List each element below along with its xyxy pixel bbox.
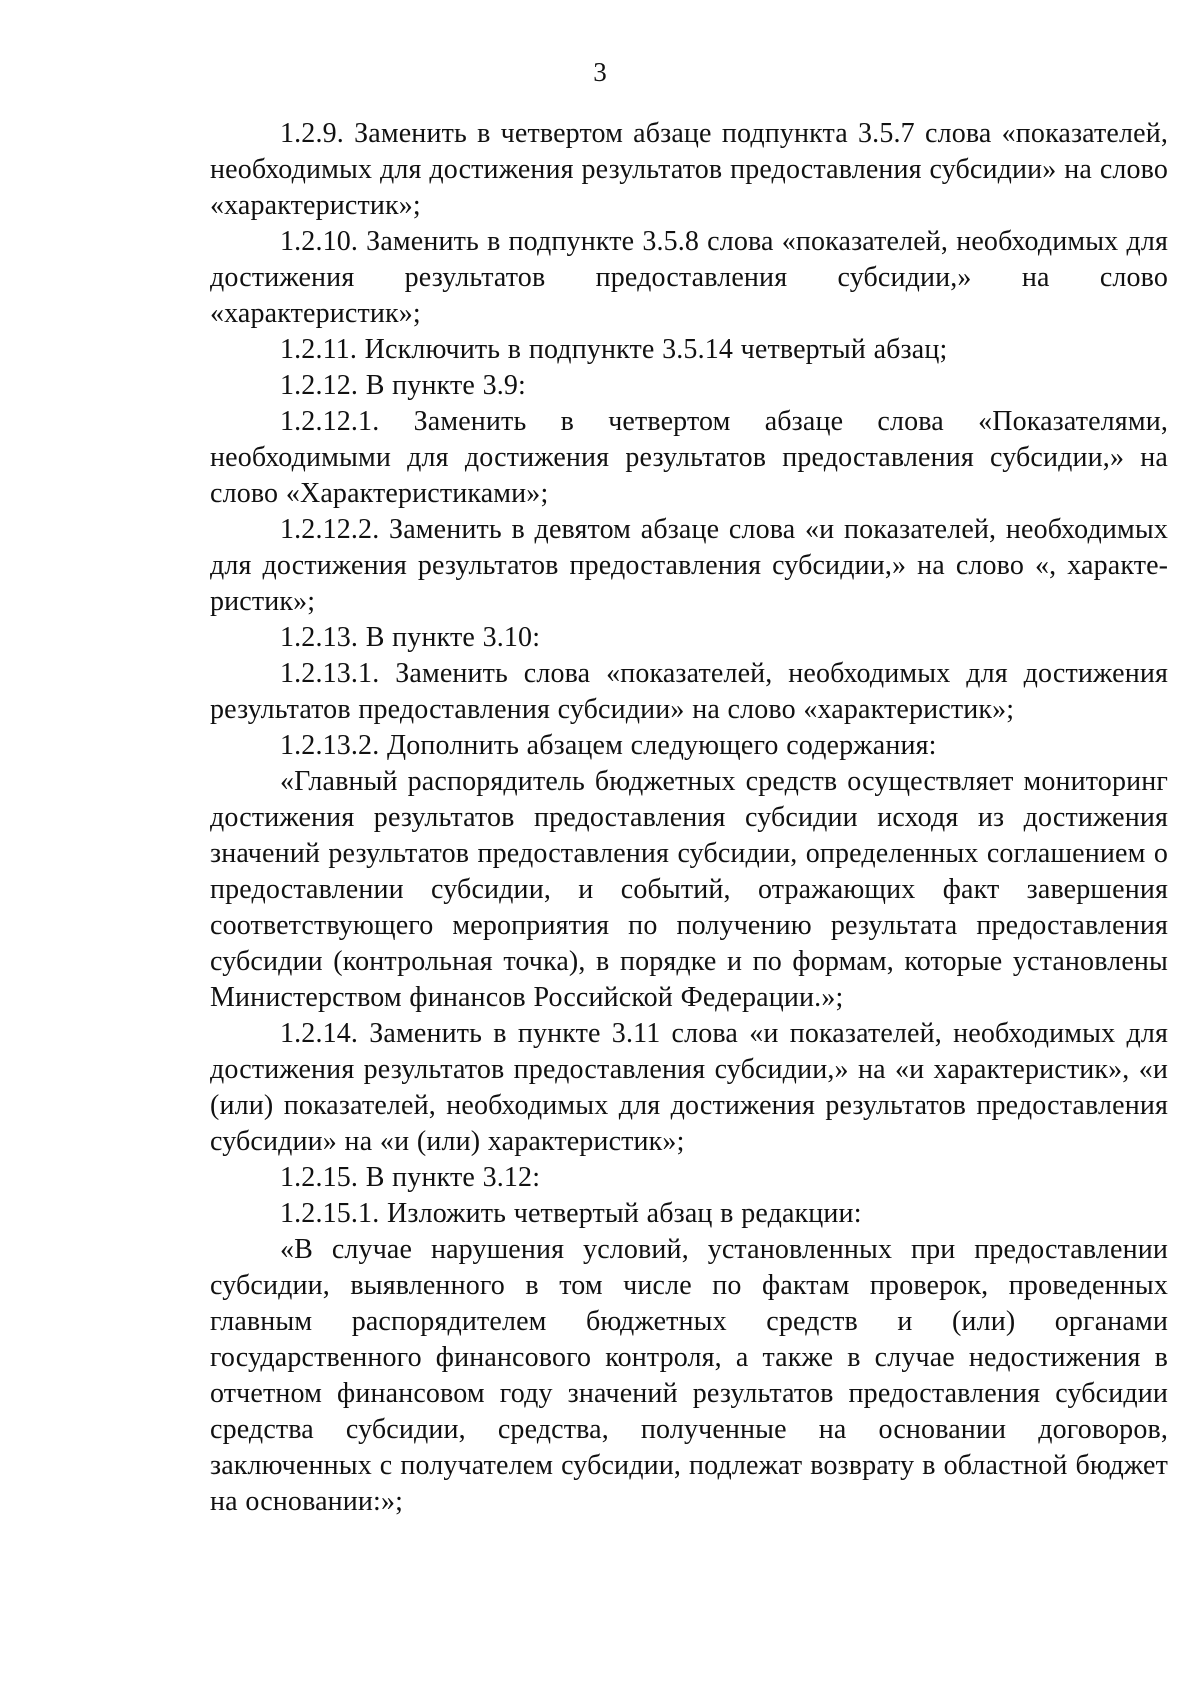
paragraph-1-2-12-2: 1.2.12.2. Заменить в девятом абзаце слова «и показателей, необходимых для достижения результатов предоставления субсидии,» на слово «, характеристик»; (210, 514, 1168, 617)
paragraph-1-2-15: 1.2.15. В пункте 3.12: (280, 1162, 541, 1193)
paragraph-1-2-14: 1.2.14. Заменить в пункте 3.11 слова «и показателей, необходимых для достижения результатов предоставления субсидии,» на «и характеристик», «и (или) показателей, необходимых для достижения результатов предоставления субсидии» на «и (или) характеристик»; (210, 1018, 1168, 1157)
paragraph-1-2-12-1: 1.2.12.1. Заменить в четвертом абзаце слова «Показателями, необходимыми для достижения результатов предоставления субсидии,» на слово «Характеристиками»; (210, 406, 1168, 509)
paragraph-1-2-13-2: 1.2.13.2. Дополнить абзацем следующего содержания: (280, 730, 937, 761)
paragraph-1-2-11: 1.2.11. Исключить в подпункте 3.5.14 четвертый абзац; (280, 334, 948, 365)
quoted-paragraph-monitoring: «Главный распорядитель бюджетных средств осуществляет мониторинг достижения результатов предоставления субсидии исходя из достижения значений результатов предоставления субсидии, определенных соглашением о предоставлении субсидии, и событий, отражающих факт завершения соответствующего мероприятия по получению результата предоставления субсидии (контрольная точка), в порядке и по формам, которые установлены Министерством финансов Российской Федерации.»; (210, 766, 1168, 1013)
paragraph-1-2-15-1: 1.2.15.1. Изложить четвертый абзац в редакции: (280, 1198, 862, 1229)
page-number: 3 (593, 57, 607, 87)
paragraph-1-2-10: 1.2.10. Заменить в подпункте 3.5.8 слова «показателей, необходимых для достижения результатов предоставления субсидии,» на слово «характеристик»; (210, 226, 1168, 329)
paragraph-1-2-13: 1.2.13. В пункте 3.10: (280, 622, 541, 653)
paragraph-1-2-12: 1.2.12. В пункте 3.9: (280, 370, 526, 401)
quoted-paragraph-refund: «В случае нарушения условий, установленных при предоставлении субсидии, выявленного в том числе по фактам проверок, проведенных главным распорядителем бюджетных средств и (или) органами государственного финансового контроля, а также в случае недостижения в отчетном финансовом году значений результатов предоставления субсидии средства субсидии, средства, полученные на основании договоров, заключенных с получателем субсидии, подлежат возврату в областной бюджет на основании:»; (210, 1234, 1168, 1517)
paragraph-1-2-13-1: 1.2.13.1. Заменить слова «показателей, необходимых для достижения результатов предоставления субсидии» на слово «характеристик»; (210, 658, 1168, 725)
paragraph-1-2-9: 1.2.9. Заменить в четвертом абзаце подпункта 3.5.7 слова «показателей, необходимых для достижения результатов предоставления субсидии» на слово «характеристик»; (210, 118, 1168, 221)
document-body (210, 116, 1168, 1520)
